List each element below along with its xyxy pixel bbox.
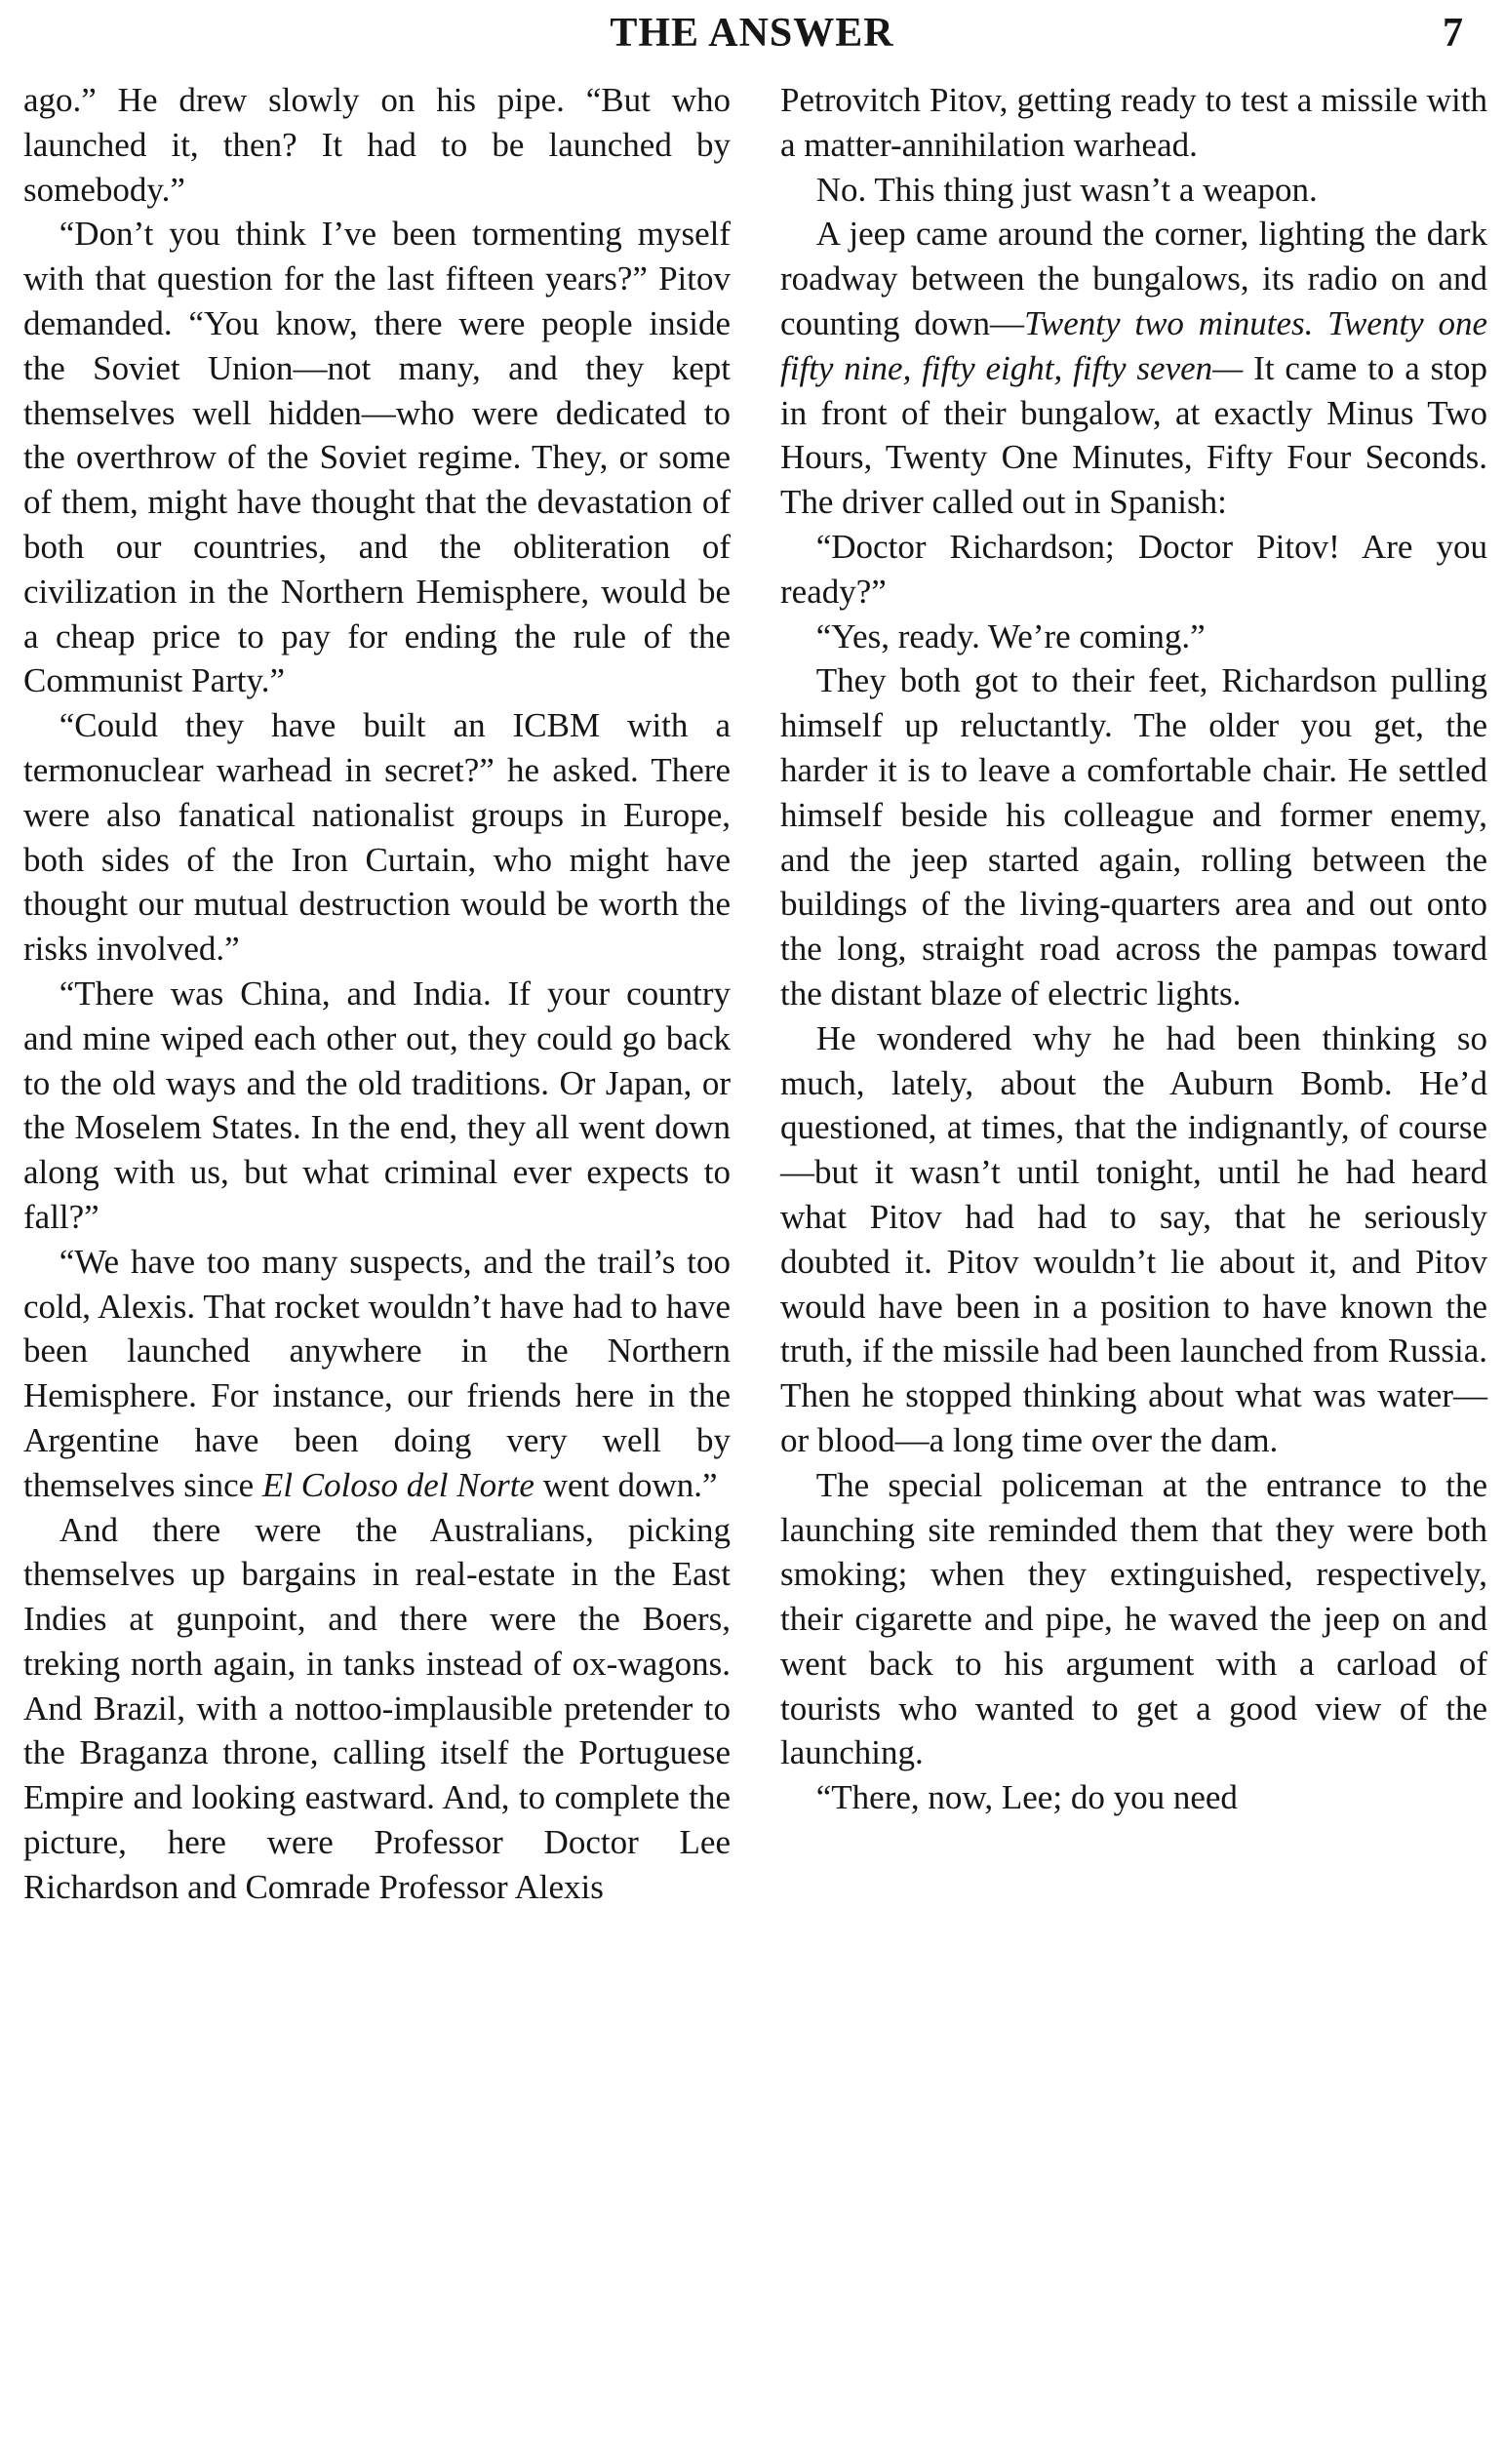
text-run: “Don’t you think I’ve been tormenting myself with that question for the last fifteen years?” Pitov demanded. “You know, there were people inside the Soviet Union—not many, and they kept themselves well hidden—who were dedicated to the overthrow of the Soviet regime. They, or some of them, might have thought that the devastation of both our countries, and the obliteration of civilization in the Northern Hemisphere, would be a cheap price to pay for ending the rule of the Communist Party.”: [23, 215, 731, 700]
text-column-left: [23, 78, 731, 1910]
text-run: “Could they have built an ICBM with a termonuclear warhead in secret?” he asked. There were also fanatical nationalist groups in Europe, both sides of the Iron Curtain, who might have thought our mutual destruction would be worth the risks involved.”: [23, 706, 731, 969]
page-header: [0, 6, 1504, 64]
italic-text: Twenty two minutes. Twenty one fifty nine, fifty eight, fifty seven—: [780, 303, 1487, 387]
paragraph: [780, 78, 1487, 168]
paragraph: [23, 212, 731, 703]
paragraph: [23, 1240, 731, 1508]
page-number: 7: [1443, 11, 1463, 56]
text-column-right: [780, 78, 1487, 1820]
paragraph: [23, 1508, 731, 1910]
paragraph: [780, 212, 1487, 525]
running-title: THE ANSWER: [610, 11, 894, 56]
text-run: A jeep came around the corner, lighting the dark roadway between the bungalows, its radio on and counting down—: [780, 215, 1487, 342]
text-run: “Doctor Richardson; Doctor Pitov! Are you ready?”: [780, 527, 1487, 611]
paragraph: [780, 525, 1487, 615]
paragraph: [780, 615, 1487, 659]
text-run: “Yes, ready. We’re coming.”: [815, 616, 1206, 656]
italic-text: El Coloso del Norte: [261, 1465, 534, 1504]
text-run: “We have too many suspects, and the trail’s too cold, Alexis. That rocket wouldn’t have had to have been launched anywhere in the Northern Hemisphere. For instance, our friends here in the Argentine have been doing very well by themselves since: [23, 1242, 731, 1504]
text-run: “There was China, and India. If your country and mine wiped each other out, they could go back to the old ways and the old traditions. Or Japan, or the Moselem States. In the end, they all went down along with us, but what criminal ever expects to fall?”: [23, 974, 731, 1236]
paragraph: [780, 1016, 1487, 1463]
text-run: The special policeman at the entrance to the launching site reminded them that they were both smoking; when they extinguished, respectively, their cigarette and pipe, he waved the jeep on and went back to his argument with a carload of tourists who wanted to get a good view of the launching.: [780, 1465, 1487, 1772]
paragraph: [780, 168, 1487, 213]
text-run: He wondered why he had been thinking so much, lately, about the Auburn Bomb. He’d questioned, at times, that the indignantly, of course —but it wasn’t until tonight, until he had heard what Pitov had had to say, that he seriously doubted it. Pitov wouldn’t lie about it, and Pitov would have been in a position to have known the truth, if the missile had been launched from Russia. Then he stopped thinking about what was water—or blood—a long time over the dam.: [780, 1018, 1487, 1459]
text-run: It came to a stop in front of their bungalow, at exactly Minus Two Hours, Twenty One Minutes, Fifty Four Seconds. The driver called out in Spanish:: [780, 348, 1487, 522]
text-run: No. This thing just wasn’t a weapon.: [815, 170, 1318, 209]
text-run: ago.” He drew slowly on his pipe. “But who launched it, then? It had to be launched by somebody.”: [23, 81, 731, 209]
text-run: And there were the Australians, picking themselves up bargains in real-estate in the East Indies at gunpoint, and there were the Boers, treking north again, in tanks instead of ox-wagons. And Brazil, with a nottoo-implausible pretender to the Braganza throne, calling itself the Portuguese Empire and looking eastward. And, to complete the picture, here were Professor Doctor Lee Richardson and Comrade Professor Alexis: [23, 1510, 731, 1906]
text-run: They both got to their feet, Richardson pulling himself up reluctantly. The older you get, the harder it is to leave a comfortable chair. He settled himself beside his colleague and former enemy, and the jeep started again, rolling between the buildings of the living-quarters area and out onto the long, straight road across the pampas toward the distant blaze of electric lights.: [780, 661, 1487, 1013]
text-run: “There, now, Lee; do you need: [815, 1778, 1238, 1817]
paragraph: [23, 703, 731, 972]
text-run: Petrovitch Pitov, getting ready to test a missile with a matter-annihilation warhead.: [780, 81, 1487, 164]
paragraph: [23, 78, 731, 212]
paragraph: [780, 1463, 1487, 1776]
paragraph: [23, 972, 731, 1240]
paragraph: [780, 658, 1487, 1015]
text-run: went down.”: [534, 1465, 718, 1504]
paragraph: [780, 1775, 1487, 1820]
